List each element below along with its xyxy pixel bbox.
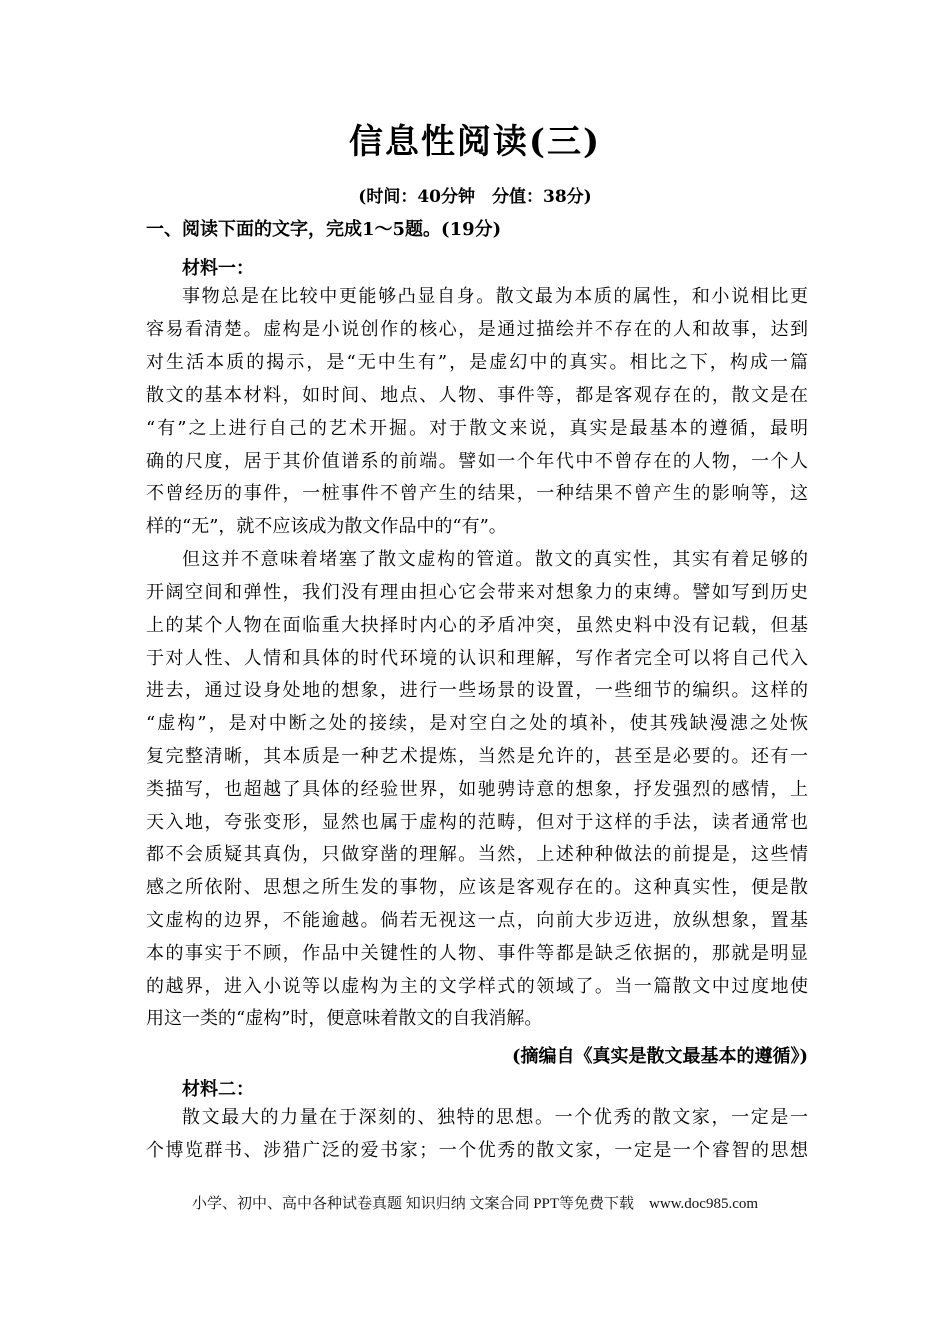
material1-line: 文虚构的边界，不能逾越。倘若无视这一点，向前大步迈进，放纵想象，置基: [146, 910, 808, 931]
material1-label: 材料一：: [182, 258, 254, 279]
material1-line: 感之所依附、思想之所生发的事物，应该是客观存在的。这种真实性，便是散: [146, 877, 808, 898]
material1-line: 开阔空间和弹性，我们没有理由担心它会带来对想象力的束缚。譬如写到历史: [146, 582, 808, 603]
page-title: 信息性阅读(三): [348, 122, 602, 162]
material1-line: 天入地，夸张变形，显然也属于虚构的范畴，但对于这样的手法，读者通常也: [146, 812, 808, 833]
material1-line: 容易看清楚。虚构是小说创作的核心，是通过描绘并不存在的人和故事，达到: [146, 319, 808, 340]
page-subtitle: (时间：40分钟 分值：38分): [358, 187, 592, 207]
material1-line: “虚构”，是对中断之处的接续，是对空白之处的填补，使其残缺漫漶之处恢: [146, 713, 808, 734]
page-footer: 小学、初中、高中各种试卷真题 知识归纳 文案合同 PPT等免费下载 www.doc985.com: [191, 1196, 759, 1212]
material1-line: 确的尺度，居于其价值谱系的前端。譬如一个年代中不曾存在的人物，一个人: [146, 451, 808, 472]
material2-line: 个博览群书、涉猎广泛的爱书家；一个优秀的散文家，一定是一个睿智的思想: [146, 1140, 808, 1161]
material1-line: “有”之上进行自己的艺术开掘。对于散文来说，真实是最基本的遵循，最明: [146, 418, 808, 439]
material1-line: 于对人性、人情和具体的时代环境的认识和理解，写作者完全可以将自己代入: [146, 648, 808, 669]
material1-line: 本的事实于不顾，作品中关键性的人物、事件等都是缺乏依据的，那就是明显: [146, 943, 808, 964]
material1-line: 但这并不意味着堵塞了散文虚构的管道。散文的真实性，其实有着足够的: [182, 549, 808, 570]
material1-line: 不曾经历的事件，一桩事件不曾产生的结果，一种结果不曾产生的影响等，这: [146, 483, 808, 504]
material1-line: 散文的基本材料，如时间、地点、人物、事件等，都是客观存在的，散文是在: [146, 385, 808, 406]
material1-line: 都不会质疑其真伪，只做穿凿的理解。当然，上述种种做法的前提是，这些情: [146, 844, 808, 865]
material2-label: 材料二：: [182, 1079, 254, 1100]
material1-line: 的越界，进入小说等以虚构为主的文学样式的领域了。当一篇散文中过度地使: [146, 976, 808, 997]
material1-line: 进去，通过设身处地的想象，进行一些场景的设置，一些细节的编织。这样的: [146, 680, 808, 701]
material1-line: 用这一类的“虚构”时，便意味着散文的自我消解。: [146, 1008, 543, 1029]
material1-line: 复完整清晰，其本质是一种艺术提炼，当然是允许的，甚至是必要的。还有一: [146, 746, 808, 767]
material1-line: 样的“无”，就不应该成为散文作品中的“有”。: [146, 516, 507, 537]
material2-line: 散文最大的力量在于深刻的、独特的思想。一个优秀的散文家，一定是一: [182, 1107, 808, 1128]
section-heading: 一、阅读下面的文字，完成1～5题。(19分): [146, 219, 502, 240]
material1-line: 对生活本质的揭示，是“无中生有”，是虚幻中的真实。相比之下，构成一篇: [146, 352, 808, 373]
material1-source: (摘编自《真实是散文最基本的遵循》): [511, 1046, 808, 1067]
material1-line: 类描写，也超越了具体的经验世界，如驰骋诗意的想象，抒发强烈的感情，上: [146, 779, 808, 800]
material1-line: 事物总是在比较中更能够凸显自身。散文最为本质的属性，和小说相比更: [182, 286, 808, 307]
material1-line: 上的某个人物在面临重大抉择时内心的矛盾冲突，虽然史料中没有记载，但基: [146, 615, 808, 636]
